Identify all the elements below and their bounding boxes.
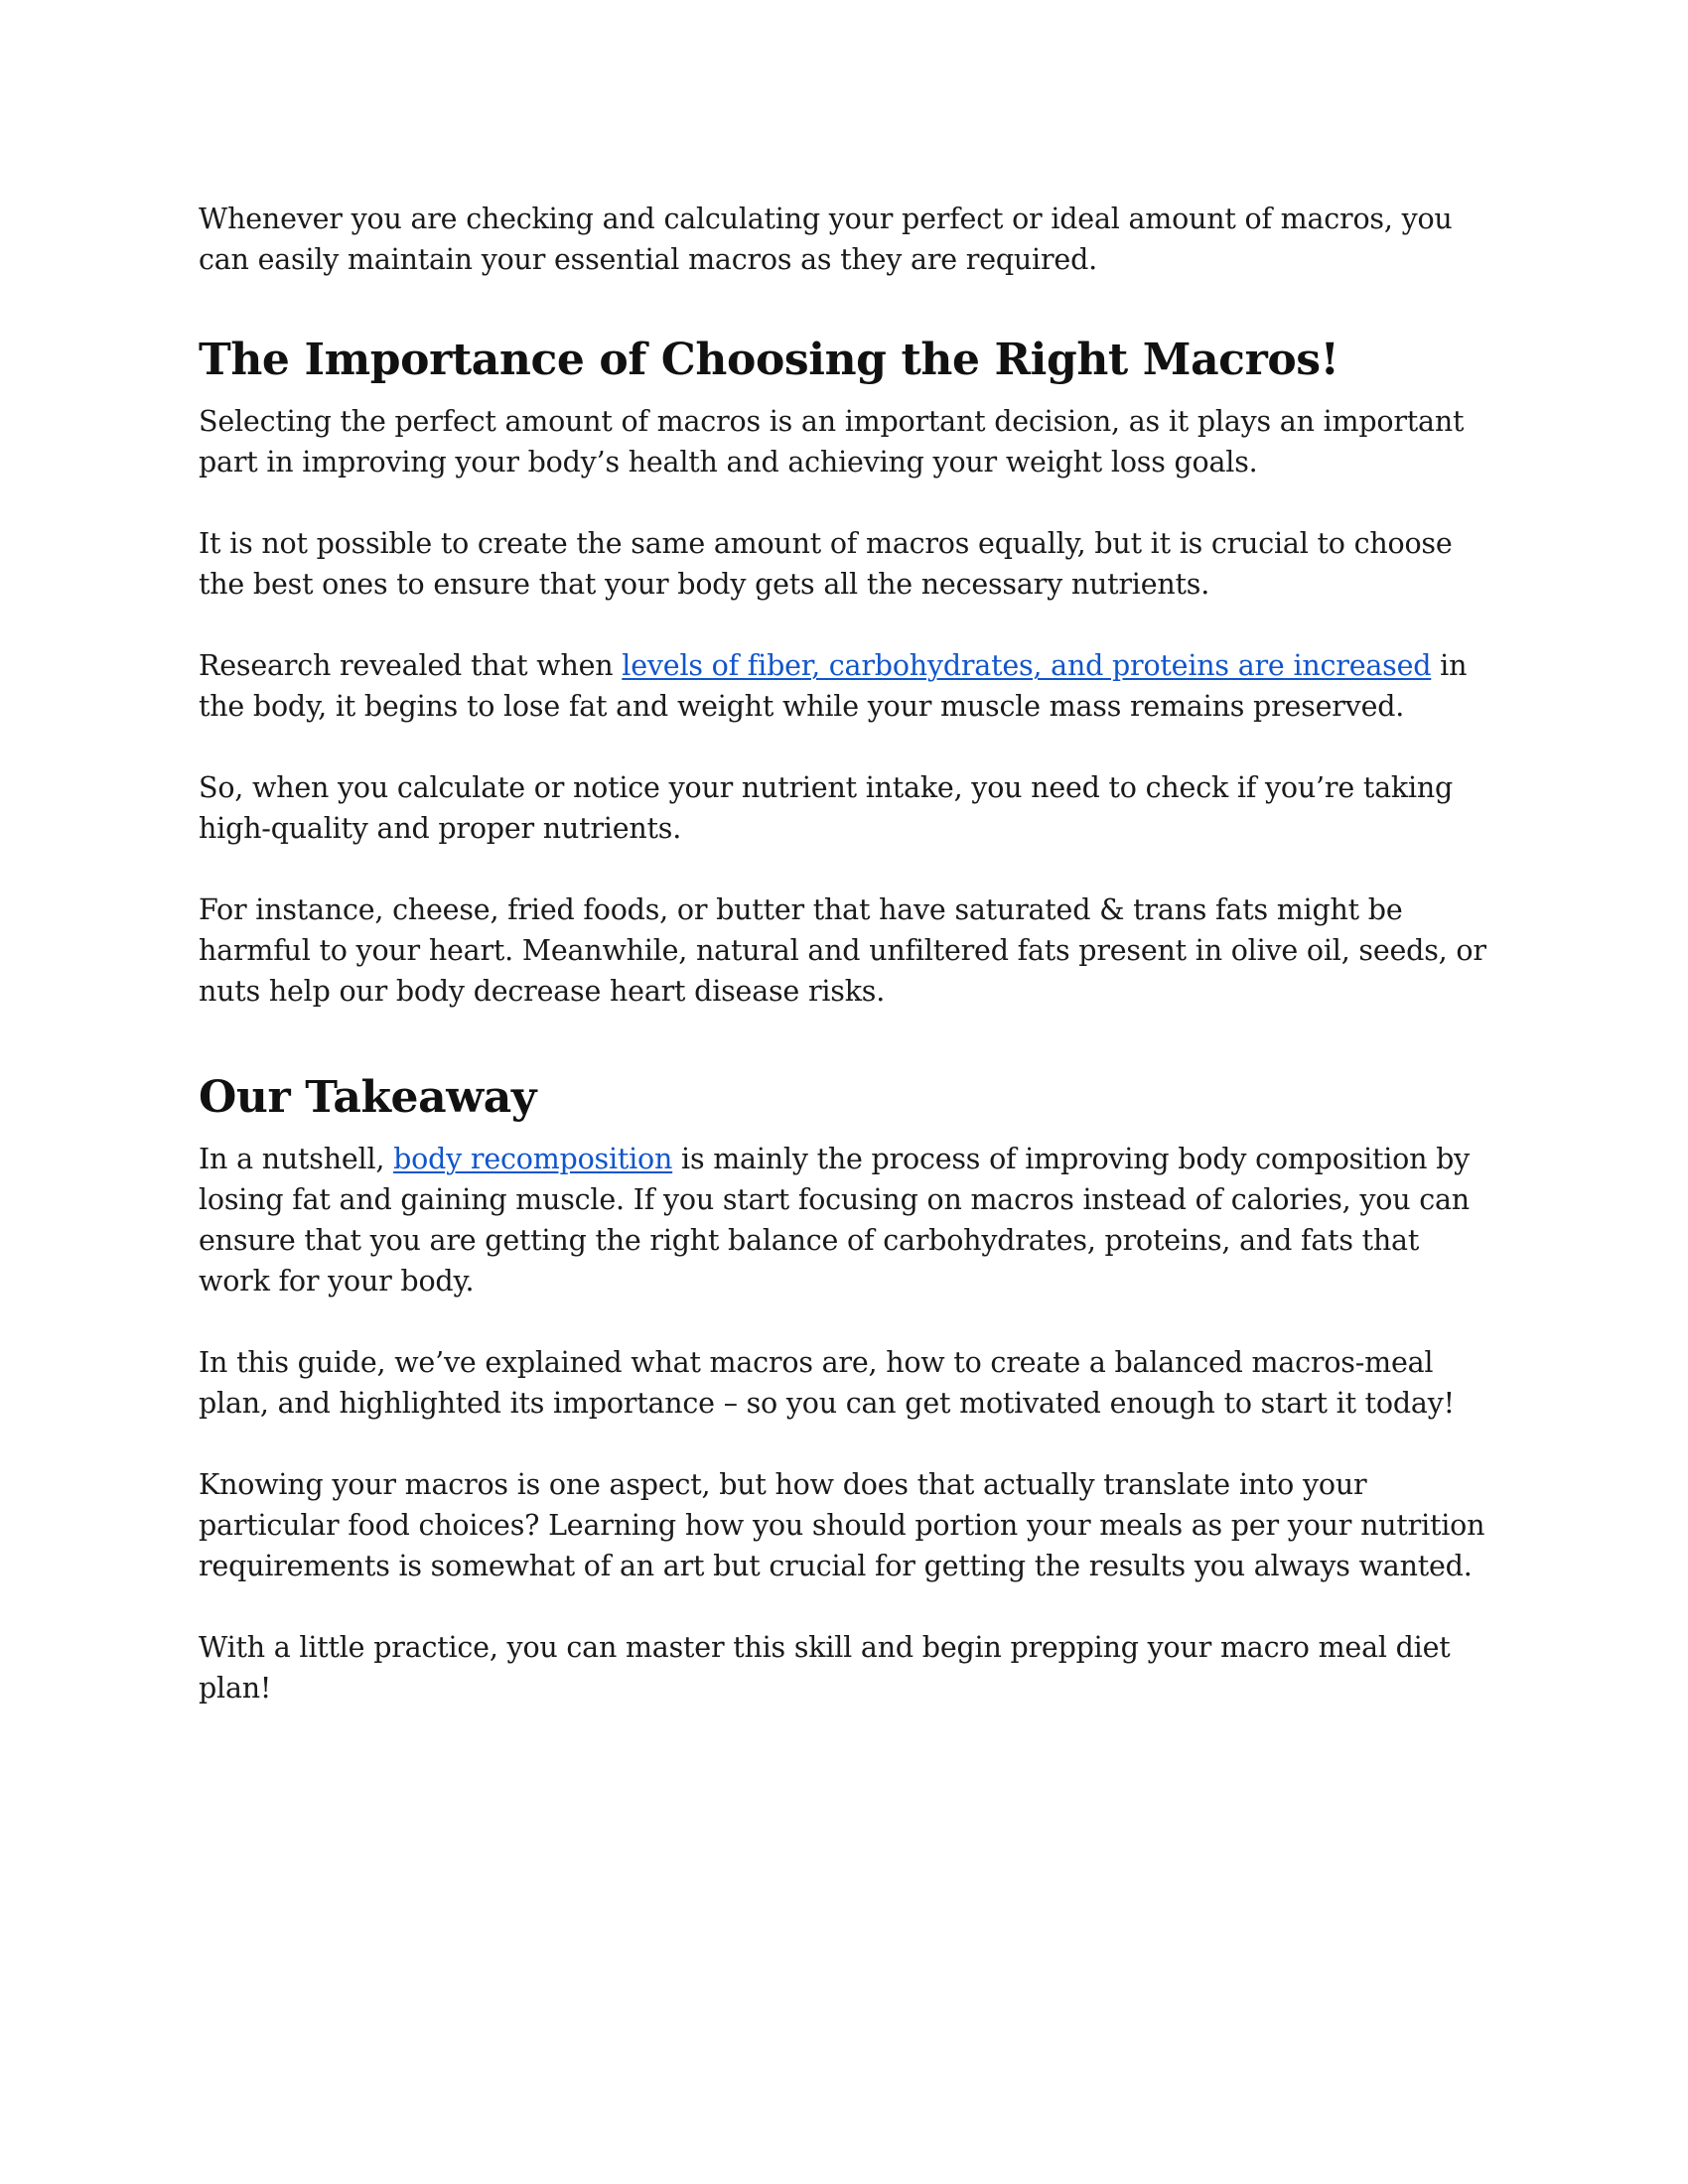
research-link[interactable]: levels of fiber, carbohydrates, and proteins are increased bbox=[622, 649, 1432, 682]
importance-paragraph-3-lead: Research revealed that when bbox=[199, 649, 623, 682]
document-page bbox=[199, 199, 1489, 1749]
body-recomposition-link[interactable]: body recomposition bbox=[393, 1143, 673, 1175]
takeaway-paragraph-1 bbox=[199, 1139, 1489, 1301]
takeaway-paragraph-4: With a little practice, you can master this skill and begin prepping your macro meal diet plan! bbox=[199, 1631, 1451, 1705]
importance-paragraph-4: So, when you calculate or notice your nutrient intake, you need to check if you’re taking high-quality and proper nutrients. bbox=[199, 771, 1454, 845]
section-heading-importance: The Importance of Choosing the Right Macros! bbox=[199, 335, 1339, 385]
takeaway-paragraph-3: Knowing your macros is one aspect, but how does that actually translate into your particular food choices? Learning how you should portion your meals as per your nutrition requirements is somewhat of an art but crucial for getting the results you always wanted. bbox=[199, 1468, 1485, 1582]
takeaway-paragraph-1-lead: In a nutshell, bbox=[199, 1143, 394, 1175]
takeaway-paragraph-2: In this guide, we’ve explained what macros are, how to create a balanced macros-meal plan, and highlighted its importance – so you can get motivated enough to start it today! bbox=[199, 1346, 1455, 1420]
intro-paragraph: Whenever you are checking and calculating your perfect or ideal amount of macros, you can easily maintain your essential macros as they are required. bbox=[199, 203, 1453, 276]
importance-paragraph-1: Selecting the perfect amount of macros is an important decision, as it plays an important part in improving your body’s health and achieving your weight loss goals. bbox=[199, 405, 1465, 478]
importance-paragraph-2: It is not possible to create the same amount of macros equally, but it is crucial to choose the best ones to ensure that your body gets all the necessary nutrients. bbox=[199, 527, 1453, 601]
importance-paragraph-5: For instance, cheese, fried foods, or butter that have saturated & trans fats might be harmful to your heart. Meanwhile, natural and unfiltered fats present in olive oil, seeds, or nuts help our body decrease heart disease risks. bbox=[199, 893, 1486, 1008]
section-heading-takeaway: Our Takeaway bbox=[199, 1072, 537, 1123]
importance-paragraph-3-tail: in the body, it begins to lose fat and weight while your muscle mass remains preserved. bbox=[199, 649, 1468, 723]
importance-paragraph-3 bbox=[199, 645, 1489, 727]
takeaway-paragraph-1-tail: is mainly the process of improving body composition by losing fat and gaining muscle. If you start focusing on macros instead of calories, you can ensure that you are getting the right balance of carbohydrates, proteins, and fats that work for your body. bbox=[199, 1143, 1471, 1297]
